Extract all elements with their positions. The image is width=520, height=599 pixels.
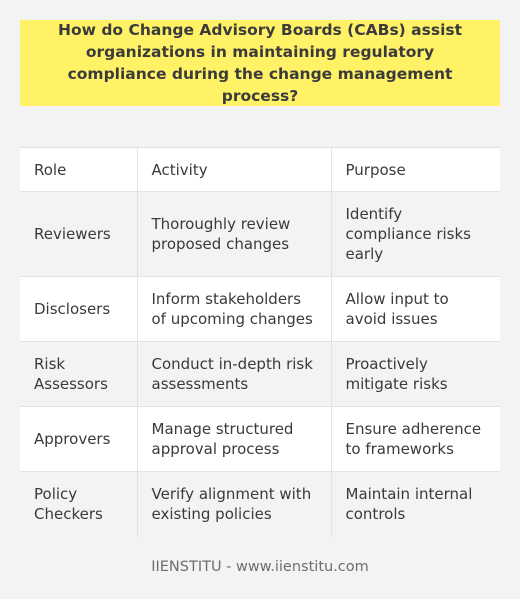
table-row	[20, 407, 500, 472]
title-banner	[20, 20, 500, 106]
table-row	[20, 277, 500, 342]
roles-table	[20, 147, 500, 537]
purpose-cell: Identify compliance risks early	[331, 192, 500, 277]
page-title: How do Change Advisory Boards (CABs) assist organizations in maintaining regulatory compliance during the change management process?	[57, 21, 463, 105]
table-row	[20, 192, 500, 277]
table-header-row	[20, 148, 500, 192]
role-cell: Approvers	[20, 407, 137, 472]
header-role: Role	[20, 148, 137, 192]
footer-credit: IIENSTITU - www.iienstitu.com	[151, 559, 369, 575]
table-row	[20, 472, 500, 537]
activity-cell: Inform stakeholders of upcoming changes	[137, 277, 331, 342]
purpose-cell: Allow input to avoid issues	[331, 277, 500, 342]
activity-cell: Conduct in-depth risk assessments	[137, 342, 331, 407]
purpose-cell: Ensure adherence to frameworks	[331, 407, 500, 472]
role-cell: Disclosers	[20, 277, 137, 342]
activity-cell: Manage structured approval process	[137, 407, 331, 472]
activity-cell: Thoroughly review proposed changes	[137, 192, 331, 277]
header-purpose: Purpose	[331, 148, 500, 192]
header-activity: Activity	[137, 148, 331, 192]
role-cell: Reviewers	[20, 192, 137, 277]
purpose-cell: Proactively mitigate risks	[331, 342, 500, 407]
role-cell: Risk Assessors	[20, 342, 137, 407]
purpose-cell: Maintain internal controls	[331, 472, 500, 537]
table-row	[20, 342, 500, 407]
activity-cell: Verify alignment with existing policies	[137, 472, 331, 537]
role-cell: Policy Checkers	[20, 472, 137, 537]
